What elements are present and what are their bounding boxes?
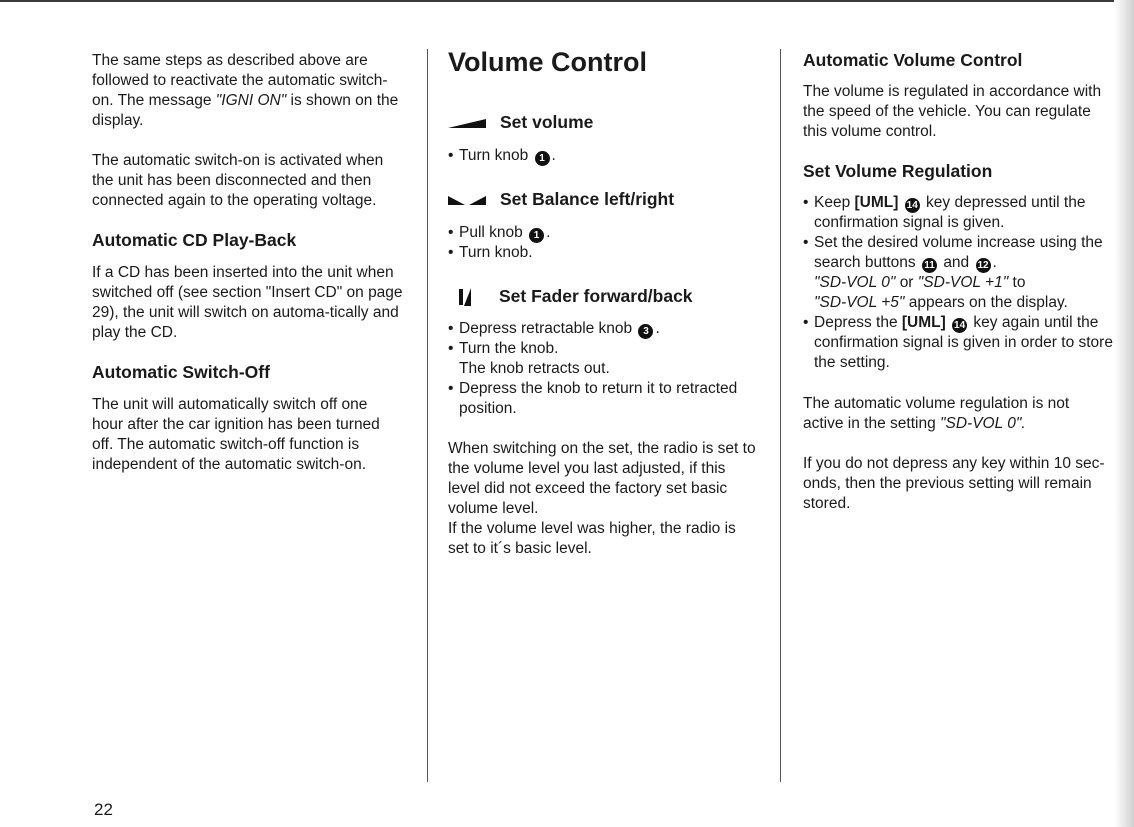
volume-wedge-icon bbox=[448, 117, 486, 129]
set-volume-heading: Set volume bbox=[500, 112, 594, 132]
step-text: key again until the confirmation signal is given in order to store the setting. bbox=[814, 314, 1113, 371]
fader-icon bbox=[458, 287, 472, 307]
not-active-paragraph bbox=[803, 394, 1103, 434]
set-fader-heading: Set Fader forward/back bbox=[499, 286, 693, 306]
set-balance-heading: Set Balance left/right bbox=[500, 189, 675, 209]
sd-vol-plus5-value: "SD-VOL +5" bbox=[814, 294, 905, 311]
knob-1-icon: 1 bbox=[529, 228, 544, 243]
balance-icon bbox=[448, 194, 486, 206]
switch-off-heading: Automatic Switch-Off bbox=[92, 362, 270, 382]
timeout-paragraph: If you do not depress any key within 10 sec-onds, then the previous setting will remain stored. bbox=[803, 455, 1105, 512]
knob-3-icon: 3 bbox=[638, 324, 653, 339]
key-14-icon: 14 bbox=[954, 320, 966, 331]
page-edge-shadow bbox=[1114, 0, 1134, 827]
page-top-border bbox=[0, 0, 1134, 2]
list-item bbox=[448, 339, 768, 379]
step-text: to bbox=[1012, 274, 1026, 291]
set-fader-title bbox=[458, 286, 693, 307]
key-14-icon: 14 bbox=[906, 200, 918, 211]
switch-on-paragraph: The automatic switch-on is activated when the unit has been disconnected and then connected again to the operating voltage. bbox=[92, 152, 384, 209]
volume-regulation-steps bbox=[803, 193, 1113, 373]
set-fader-steps bbox=[448, 319, 768, 419]
step-text: Depress retractable knob bbox=[459, 320, 633, 337]
list-item: • Pull knob 1 . bbox=[448, 223, 768, 243]
step-text: and bbox=[943, 254, 970, 271]
list-item bbox=[448, 379, 768, 419]
knob-1-icon: 1 bbox=[535, 151, 550, 166]
cd-playback-paragraph: If a CD has been inserted into the unit when switched off (see section "Insert CD" on page 29), the unit will switch on automa-tically and play the CD. bbox=[92, 264, 403, 341]
list-item: • Set the desired volume increase using the search buttons 11 and 12 . "SD-VOL 0" or "SD-VOL +1" to "SD-VOL +5" appears on the display. bbox=[803, 233, 1113, 313]
volume-regulation-heading: Set Volume Regulation bbox=[803, 161, 993, 181]
set-balance-steps bbox=[448, 223, 768, 263]
set-balance-title bbox=[448, 189, 674, 210]
set-volume-steps bbox=[448, 146, 768, 166]
step-text: appears on the display. bbox=[908, 294, 1068, 311]
reactivate-text-end: is shown on the display. bbox=[92, 92, 399, 129]
step-text: Depress the knob to return it to retracted position. bbox=[459, 380, 738, 417]
igni-on-message: "IGNI ON" bbox=[215, 92, 287, 109]
step-text: Pull knob bbox=[459, 224, 523, 241]
switch-on-level-paragraph: When switching on the set, the radio is set to the volume level you last adjusted, if this level did not exceed the factory set basic volume level. bbox=[448, 440, 756, 517]
list-item: • Depress retractable knob 3 . bbox=[448, 319, 768, 339]
cd-playback-heading: Automatic CD Play-Back bbox=[92, 230, 297, 250]
reactivate-paragraph bbox=[92, 51, 402, 131]
step-text: Turn the knob. bbox=[459, 340, 559, 357]
uml-key-label: [UML] bbox=[854, 194, 899, 211]
list-item bbox=[803, 193, 1113, 233]
list-item: • Turn knob 1 . bbox=[448, 146, 768, 166]
sd-vol-0-value: "SD-VOL 0" bbox=[814, 274, 896, 291]
key-12-icon: 12 bbox=[977, 260, 989, 271]
set-volume-title bbox=[448, 112, 593, 133]
list-item bbox=[448, 243, 768, 263]
reactivate-text: The same steps as described above are followed to reactivate the automatic switch-on. The message bbox=[92, 52, 388, 109]
uml-key-label: [UML] bbox=[901, 314, 946, 331]
switch-off-paragraph: The unit will automatically switch off one hour after the car ignition has been turned off. The automatic switch-off function is independent of the automatic switch-on. bbox=[92, 396, 380, 473]
not-active-text: The automatic volume regulation is not active in the setting bbox=[803, 395, 1070, 432]
step-text: key depressed until the confirmation signal is given. bbox=[814, 194, 1086, 231]
auto-volume-heading: Automatic Volume Control bbox=[803, 50, 1023, 70]
column-divider-left bbox=[427, 49, 428, 782]
list-item bbox=[803, 313, 1113, 373]
key-11-icon: 11 bbox=[922, 258, 937, 273]
step-text: Set the desired volume increase using the search buttons bbox=[814, 234, 1103, 271]
step-text: Keep bbox=[814, 194, 851, 211]
step-text: Depress the bbox=[814, 314, 898, 331]
basic-level-paragraph: If the volume level was higher, the radio is set to it´s basic level. bbox=[448, 520, 736, 557]
page-number: 22 bbox=[94, 800, 113, 819]
sd-vol-plus1-value: "SD-VOL +1" bbox=[917, 274, 1009, 291]
column-divider-right bbox=[780, 49, 781, 782]
step-text: Turn knob. bbox=[459, 244, 533, 261]
page-title: Volume Control bbox=[448, 47, 647, 77]
step-text: or bbox=[899, 274, 914, 291]
sd-vol-0-setting: "SD-VOL 0". bbox=[940, 415, 1026, 432]
step-text: The knob retracts out. bbox=[459, 360, 610, 377]
step-text: Turn knob bbox=[459, 147, 529, 164]
auto-volume-paragraph: The volume is regulated in accordance with the speed of the vehicle. You can regulate this volume control. bbox=[803, 83, 1102, 140]
